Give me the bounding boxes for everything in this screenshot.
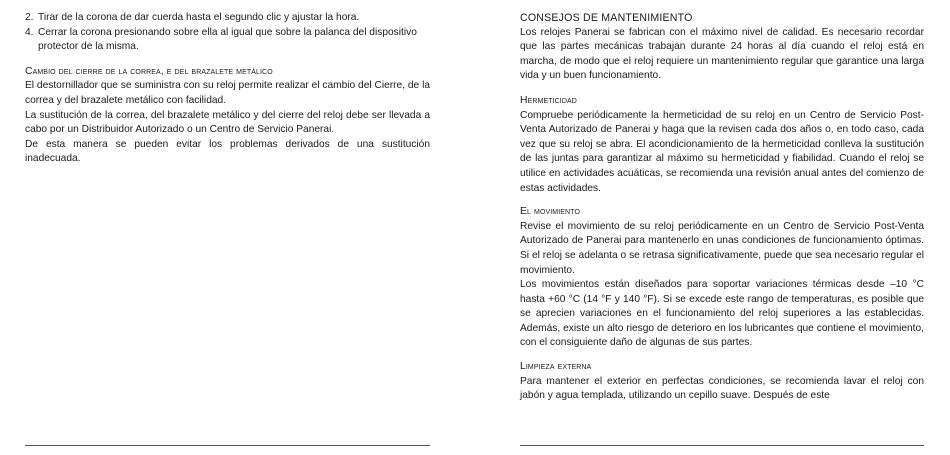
paragraph: Los movimientos están diseñados para soportar variaciones térmicas desde –10 °C hasta +60 °C (14 °F y 140 °F). Si se excede este rango de temperaturas, es posible que se aprecien variaciones en el funcionamiento del reloj superiores a las establecidas. Además, existe un alto riesgo de deterioro en los lubricantes que contiene el movimiento, con el consiguiente daño de algunas de sus partes. (520, 279, 924, 349)
paragraph: Compruebe periódicamente la hermeticidad de su reloj en un Centro de Servicio Post-Venta Autorizado de Panerai y haga que la revisen cada dos años o, en todo caso, cada vez que su reloj se abra. El acondicionamiento de la hermeticidad conlleva la sustitución de las juntas para garantizar al máximo su hermeticidad y fiabilidad. Cuando el reloj se utilice en actividades acuáticas, se recomienda una revisión anual antes del comienzo de estas actividades. (520, 109, 924, 194)
intro-paragraph: Los relojes Panerai se fabrican con el máximo nivel de calidad. Es necesario recordar que las partes mecánicas trabajan durante 24 horas al día cuando el reloj está en marcha, de modo que el reloj requiere un mantenimiento regular que garantice una larga vida y un buen funcionamiento. (520, 26, 924, 82)
list-item (25, 11, 430, 26)
list-text: Tirar de la corona de dar cuerda hasta el segundo clic y ajustar la hora. (38, 12, 360, 23)
list-item (25, 26, 430, 55)
page-divider-right (520, 445, 924, 446)
paragraph: De esta manera se pueden evitar los problemas derivados de una sustitución inadecuada. (25, 138, 430, 165)
right-page (520, 11, 924, 404)
paragraph: Para mantener el exterior en perfectas condiciones, se recomienda lavar el reloj con jabón y agua templada, utilizando un cepillo suave. Después de este (520, 375, 924, 402)
list-number: 4. (25, 26, 34, 38)
page-divider-left (25, 445, 430, 446)
section-title-limpieza: Limpieza externa (520, 361, 592, 373)
paragraph: Revise el movimiento de su reloj periódicamente en un Centro de Servicio Post-Venta Autorizado de Panerai para mantenerlo en unas condiciones de funcionamiento óptimas. Si el reloj se adelanta o se retrasa significativamente, puede que sea necesario regular el movimiento. (520, 220, 924, 276)
list-number: 2. (25, 12, 34, 23)
section-title-movimiento: El movimiento (520, 206, 580, 218)
page-heading: CONSEJOS DE MANTENIMIENTO (520, 12, 693, 24)
paragraph: La sustitución de la correa, del brazalete metálico y del cierre del reloj debe ser llevada a cabo por un Distribuidor Autorizado o un Centro de Servicio Panerai. (25, 109, 430, 136)
paragraph: El destornillador que se suministra con su reloj permite realizar el cambio del Cierre, de la correa y del brazalete metálico con facilidad. (25, 80, 430, 106)
section-title-hermeticidad: Hermeticidad (520, 94, 577, 106)
list-text: Cerrar la corona presionando sobre ella al igual que sobre la palanca del dispositivo protector de la misma. (38, 26, 417, 53)
section-title-strap: Cambio del cierre de la correa, e del brazalete metálico (25, 65, 273, 77)
left-page (25, 11, 430, 167)
